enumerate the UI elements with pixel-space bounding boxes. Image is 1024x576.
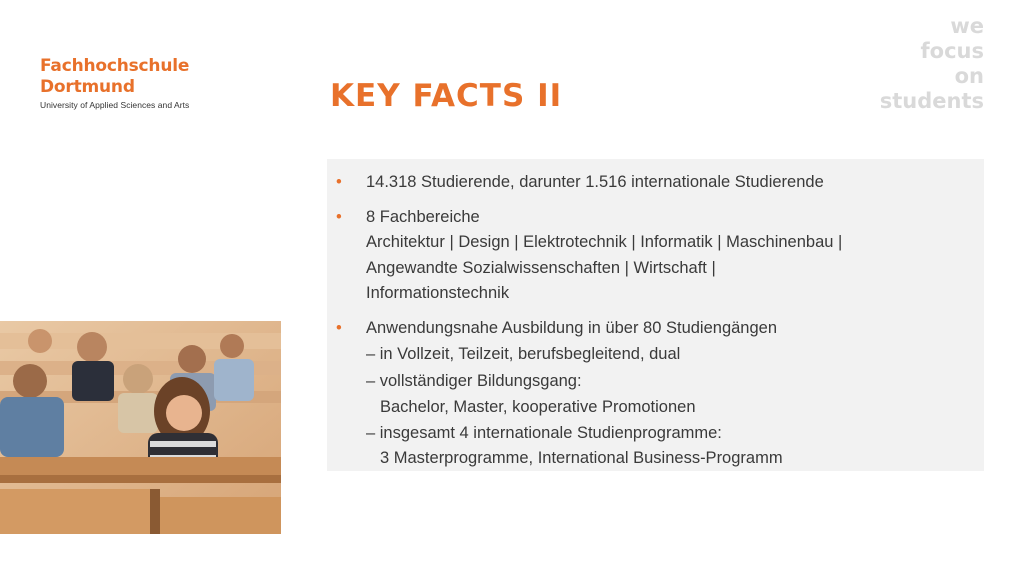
key-facts-list [336, 170, 976, 481]
slogan-line-3: on [954, 64, 984, 88]
bullet-line: Informationstechnik [366, 284, 510, 302]
bullet-programs [336, 316, 976, 472]
slide-title: KEY FACTS II [330, 78, 563, 114]
university-logo [40, 56, 189, 110]
slogan-line-4: students [879, 89, 984, 113]
bullet-line: • 8 Fachbereiche [366, 207, 480, 226]
bullet-line: – insgesamt 4 internationale Studienprogramme: [366, 423, 722, 442]
bullet-line: • 14.318 Studierende, darunter 1.516 internationale Studierende [366, 173, 824, 191]
slogan [880, 14, 984, 114]
bullet-line: • Anwendungsnahe Ausbildung in über 80 Studiengängen [366, 318, 778, 337]
slogan-line-1: we [950, 14, 984, 38]
bullet-line: Architektur | Design | Elektrotechnik | Informatik | Maschinenbau | [366, 233, 843, 251]
bullet-line: – in Vollzeit, Teilzeit, berufsbegleitend, dual [366, 345, 681, 363]
bullet-line: – vollständiger Bildungsgang: [366, 372, 582, 390]
bullet-line: 3 Masterprogramme, International Business-Programm [380, 449, 783, 467]
bullet-departments [336, 205, 976, 307]
logo-subtitle: University of Applied Sciences and Arts [40, 100, 190, 110]
logo-line-1: Fachhochschule [40, 56, 190, 76]
slogan-line-2: focus [920, 39, 984, 63]
bullet-students [336, 170, 976, 196]
bullet-line: Bachelor, Master, kooperative Promotionen [380, 398, 696, 416]
lecture-hall-students-photo [0, 321, 281, 534]
logo-line-2: Dortmund [40, 77, 135, 97]
bullet-line: Angewandte Sozialwissenschaften | Wirtschaft | [366, 258, 716, 277]
